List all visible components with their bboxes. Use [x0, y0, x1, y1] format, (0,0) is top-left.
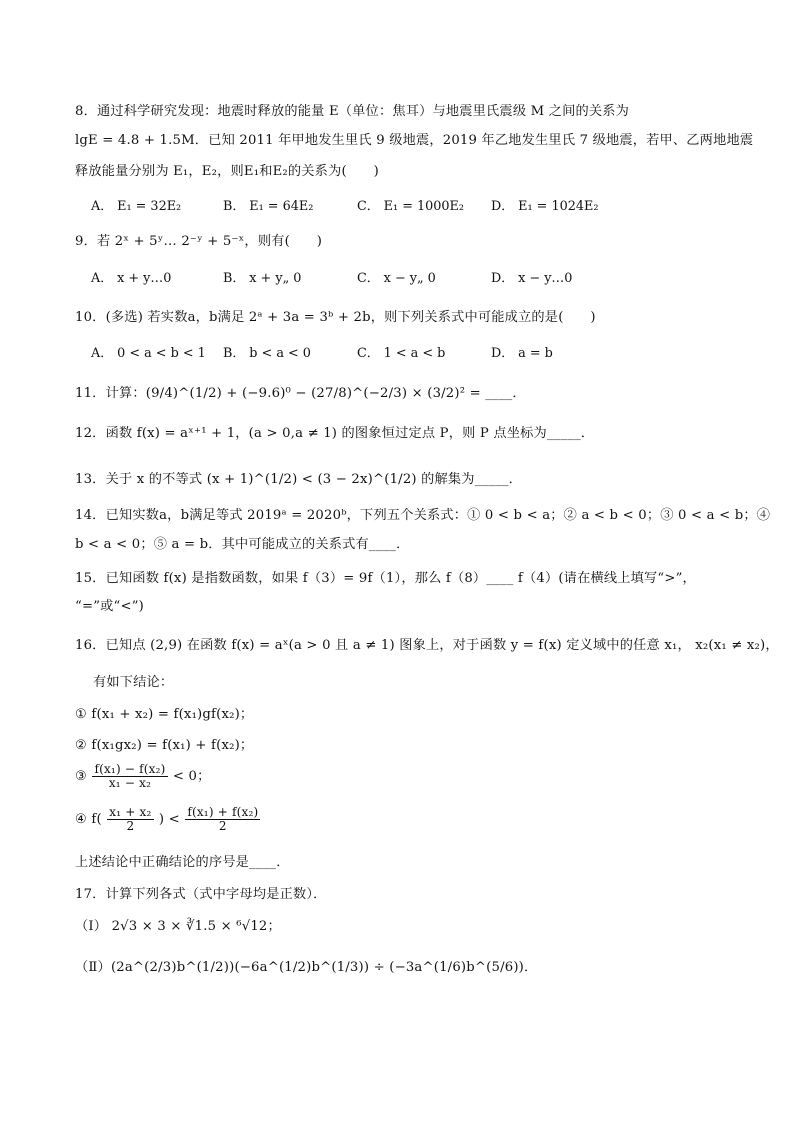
q16-c3-numerator: f(x₁) − f(x₂)	[94, 762, 166, 776]
q10-stem: 10．(多选) 若实数a，b满足 2ᵃ + 3a = 3ᵇ + 2b，则下列关系式中可能成立的是( )	[75, 310, 596, 325]
q9-option-a: A． x + y…0	[91, 271, 172, 286]
q16-line1: 16．已知点 (2,9) 在函数 f(x) = aˣ(a > 0 且 a ≠ 1) 图象上，对于函数 y = f(x) 定义域中的任意 x₁， x₂(x₁ ≠ x₂)，	[75, 638, 779, 653]
q16-c4-prefix: ④ f(	[75, 812, 102, 827]
q16-c3-fraction	[92, 763, 167, 790]
q14-line2: b < a < 0；⑤ a = b．其中可能成立的关系式有____．	[75, 537, 410, 552]
q10-options	[91, 345, 711, 363]
q16-c3-marker: ③	[75, 769, 88, 784]
q15-line1: 15．已知函数 f(x) 是指数函数，如果 f（3）= 9f（1），那么 f（8）____ f（4）(请在横线上填写“>”，	[75, 571, 696, 586]
q17-part1: （Ⅰ） 2√3 × 3 × ∛1.5 × ⁶√12；	[75, 919, 281, 934]
q9-options	[91, 270, 711, 288]
q11-line	[75, 385, 526, 403]
q15-line2: “=”或“<”)	[75, 599, 144, 614]
q9-option-d: D． x − y…0	[491, 271, 573, 286]
q16-c4-left-numerator: x₁ + x₂	[109, 805, 152, 819]
q8-line3: 释放能量分别为 E₁，E₂，则E₁和E₂的关系为( )	[75, 164, 379, 179]
q16-line2: 有如下结论：	[93, 675, 174, 690]
q8-option-d: D． E₁ = 1024E₂	[491, 199, 599, 214]
q12-stem: 12．函数 f(x) = aˣ⁺¹ + 1，(a > 0,a ≠ 1) 的图象恒过定点 P，则 P 点坐标为_____．	[75, 426, 595, 441]
q16-c4-middle: ) <	[158, 812, 180, 827]
q9-option-b: B． x + y„ 0	[223, 271, 302, 286]
q8-option-a: A． E₁ = 32E₂	[91, 199, 182, 214]
q8-option-c: C． E₁ = 1000E₂	[357, 199, 465, 214]
q16-conclusion-2: ② f(x₁gx₂) = f(x₁) + f(x₂)；	[75, 738, 254, 753]
q10-option-a: A． 0 < a < b < 1	[91, 346, 206, 361]
q11-expression: (9/4)^(1/2) + (−9.6)⁰ − (27/8)^(−2/3) × (3/2)² = ____．	[145, 386, 526, 401]
q10-option-b: B． b < a < 0	[223, 346, 311, 361]
q16-c3-denominator: x₁ − x₂	[108, 776, 152, 790]
q8-line1: 8．通过科学研究发现：地震时释放的能量 E（单位：焦耳）与地震里氏震级 M 之间的关系为	[75, 104, 630, 119]
q16-conclusion-4	[75, 806, 261, 833]
q10-option-d: D． a = b	[491, 346, 553, 361]
q17-part2: （Ⅱ）(2a^(2/3)b^(1/2))(−6a^(1/2)b^(1/3)) ÷ (−3a^(1/6)b^(5/6))．	[75, 960, 538, 975]
q17-stem: 17．计算下列各式（式中字母均是正数）．	[75, 887, 327, 902]
q8-option-b: B． E₁ = 64E₂	[223, 199, 314, 214]
q16-conclusion-1: ① f(x₁ + x₂) = f(x₁)gf(x₂)；	[75, 707, 254, 722]
q16-c4-fraction-right	[185, 806, 260, 833]
q9-option-c: C． x − y„ 0	[357, 271, 436, 286]
q9-stem: 9．若 2ˣ + 5ʸ… 2⁻ʸ + 5⁻ˣ，则有( )	[75, 234, 323, 249]
q16-c4-right-numerator: f(x₁) + f(x₂)	[187, 805, 259, 819]
q8-options	[91, 198, 711, 216]
q16-conclusion-3	[75, 763, 211, 790]
q16-final-line: 上述结论中正确结论的序号是____．	[75, 855, 290, 870]
q16-c4-right-denominator: 2	[218, 819, 227, 833]
q16-c4-fraction-left	[107, 806, 153, 833]
q16-c4-left-denominator: 2	[126, 819, 135, 833]
q16-c3-suffix: < 0；	[172, 769, 211, 784]
q8-line2: lgE = 4.8 + 1.5M．已知 2011 年甲地发生里氏 9 级地震，2019 年乙地发生里氏 7 级地震，若甲、乙两地地震	[75, 133, 754, 148]
q10-option-c: C． 1 < a < b	[357, 346, 446, 361]
q11-prefix: 11．计算：	[75, 386, 146, 401]
q13-stem: 13．关于 x 的不等式 (x + 1)^(1/2) < (3 − 2x)^(1/2) 的解集为_____．	[75, 472, 523, 487]
q14-line1: 14．已知实数a，b满足等式 2019ᵃ = 2020ᵇ，下列五个关系式：① 0 < b < a；② a < b < 0；③ 0 < a < b；④	[75, 508, 771, 523]
